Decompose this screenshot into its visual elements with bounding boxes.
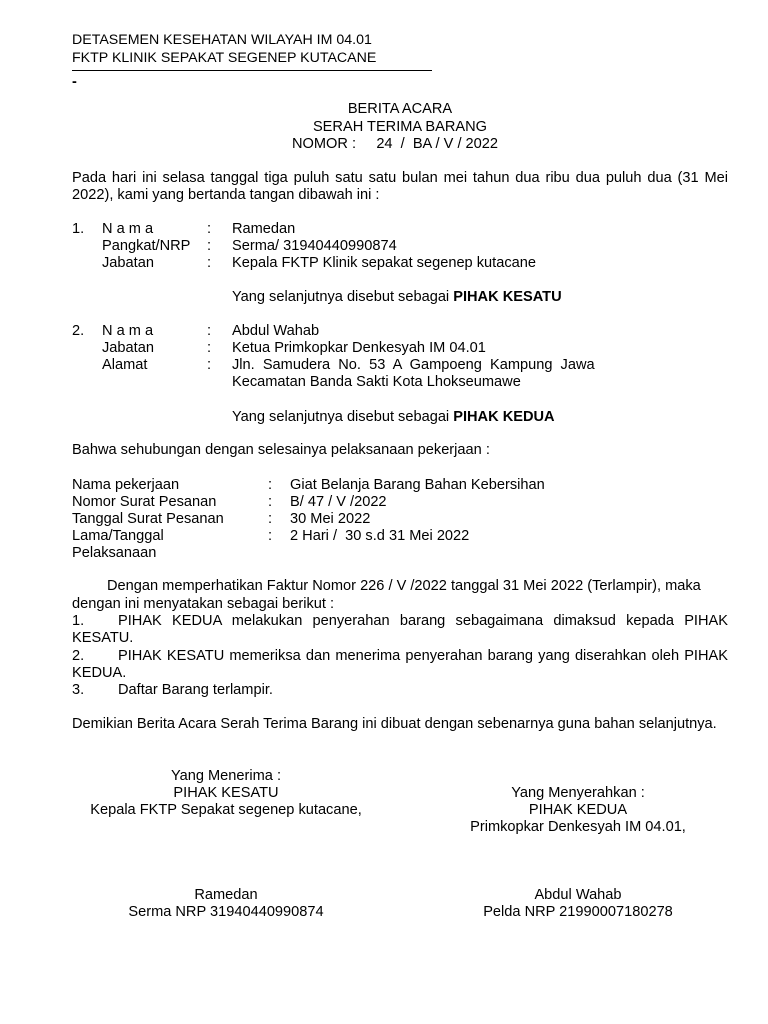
point3-number: 3. (72, 682, 85, 698)
doc-subtitle: SERAH TERIMA BARANG (312, 119, 488, 135)
party2-address-label: Alamat (102, 357, 148, 373)
invoice-paragraph-line1: Dengan memperhatikan Faktur Nomor 226 / V /2022 tanggal 31 Mei 2022 (Terlampir), maka (107, 578, 701, 594)
invoice-paragraph-line2: dengan ini menyatakan sebagai berikut : (72, 596, 335, 612)
header-dash: - (72, 74, 77, 90)
order-number-value: B/ 47 / V /2022 (290, 494, 387, 510)
work-name-label: Nama pekerjaan (72, 477, 180, 493)
intro-paragraph: Pada hari ini selasa tanggal tiga puluh satu satu bulan mei tahun dua ribu dua puluh dua (31 Mei 2022), kami yang bertanda tangan dibawah ini : (72, 170, 728, 203)
party2-position-colon: : (207, 340, 212, 356)
receiver-rank: Serma NRP 31940440990874 (128, 904, 324, 920)
closing-paragraph: Demikian Berita Acara Serah Terima Barang ini dibuat dengan sebenarnya guna bahan selanjutnya. (72, 716, 717, 732)
party1-rank-value: Serma/ 31940440990874 (232, 238, 397, 254)
order-number-colon: : (268, 494, 273, 510)
order-date-colon: : (268, 511, 273, 527)
doc-number: NOMOR : 24 / BA / V / 2022 (292, 136, 499, 152)
party2-address-colon: : (207, 357, 212, 373)
party1-position-colon: : (207, 255, 212, 271)
party1-designation (232, 289, 562, 306)
order-date-label: Tanggal Surat Pesanan (72, 511, 224, 527)
party1-name-colon: : (207, 221, 212, 237)
duration-label: Lama/Tanggal (72, 528, 164, 544)
giver-role: Yang Menyerahkan : (511, 785, 645, 801)
party2-designation-text: Yang selanjutnya disebut sebagai (232, 409, 454, 425)
duration-value: 2 Hari / 30 s.d 31 Mei 2022 (290, 528, 470, 544)
giver-position: Primkopkar Denkesyah IM 04.01, (470, 819, 686, 835)
giver-party: PIHAK KEDUA (528, 802, 628, 818)
party1-number: 1. (72, 221, 85, 237)
giver-name: Abdul Wahab (534, 887, 622, 903)
header-unit-name: DETASEMEN KESEHATAN WILAYAH IM 04.01 (72, 32, 372, 48)
party2-name-value: Abdul Wahab (232, 323, 320, 339)
work-name-value: Giat Belanja Barang Bahan Kebersihan (290, 477, 545, 493)
header-underline (72, 70, 432, 71)
party1-name-value: Ramedan (232, 221, 296, 237)
header-clinic-name: FKTP KLINIK SEPAKAT SEGENEP KUTACANE (72, 50, 377, 66)
party2-number: 2. (72, 323, 85, 339)
party1-rank-label: Pangkat/NRP (102, 238, 191, 254)
party2-designation (232, 409, 555, 426)
receiver-name: Ramedan (194, 887, 258, 903)
party2-address-line1: Jln. Samudera No. 53 A Gampoeng Kampung Jawa (232, 357, 595, 373)
point3-text: Daftar Barang terlampir. (118, 682, 273, 698)
order-number-label: Nomor Surat Pesanan (72, 494, 217, 510)
point1-text: PIHAK KEDUA melakukan penyerahan barang sebagaimana dimaksud kepada PIHAK KESATU. (72, 613, 728, 646)
party1-position-value: Kepala FKTP Klinik sepakat segenep kutacane (232, 255, 536, 271)
receiver-position: Kepala FKTP Sepakat segenep kutacane, (90, 802, 362, 818)
giver-rank: Pelda NRP 21990007180278 (483, 904, 673, 920)
party2-position-label: Jabatan (102, 340, 154, 356)
point1-number: 1. (72, 613, 85, 629)
point2-text: PIHAK KESATU memeriksa dan menerima penyerahan barang yang diserahkan oleh PIHAK KEDUA. (72, 648, 728, 681)
party1-name-label: N a m a (102, 221, 154, 237)
party1-designation-bold: PIHAK KESATU (453, 289, 562, 305)
doc-title: BERITA ACARA (347, 101, 453, 117)
order-date-value: 30 Mei 2022 (290, 511, 371, 527)
point2-number: 2. (72, 648, 85, 664)
party2-name-label: N a m a (102, 323, 154, 339)
duration-colon: : (268, 528, 273, 544)
duration-label-line2: Pelaksanaan (72, 545, 157, 561)
party2-name-colon: : (207, 323, 212, 339)
work-intro: Bahwa sehubungan dengan selesainya pelaksanaan pekerjaan : (72, 442, 490, 458)
party1-designation-text: Yang selanjutnya disebut sebagai (232, 289, 454, 305)
party2-address-line2: Kecamatan Banda Sakti Kota Lhokseumawe (232, 374, 521, 390)
party1-rank-colon: : (207, 238, 212, 254)
party2-position-value: Ketua Primkopkar Denkesyah IM 04.01 (232, 340, 486, 356)
receiver-role: Yang Menerima : (170, 768, 282, 784)
receiver-party: PIHAK KESATU (173, 785, 279, 801)
party1-position-label: Jabatan (102, 255, 154, 271)
work-name-colon: : (268, 477, 273, 493)
party2-designation-bold: PIHAK KEDUA (453, 409, 555, 425)
